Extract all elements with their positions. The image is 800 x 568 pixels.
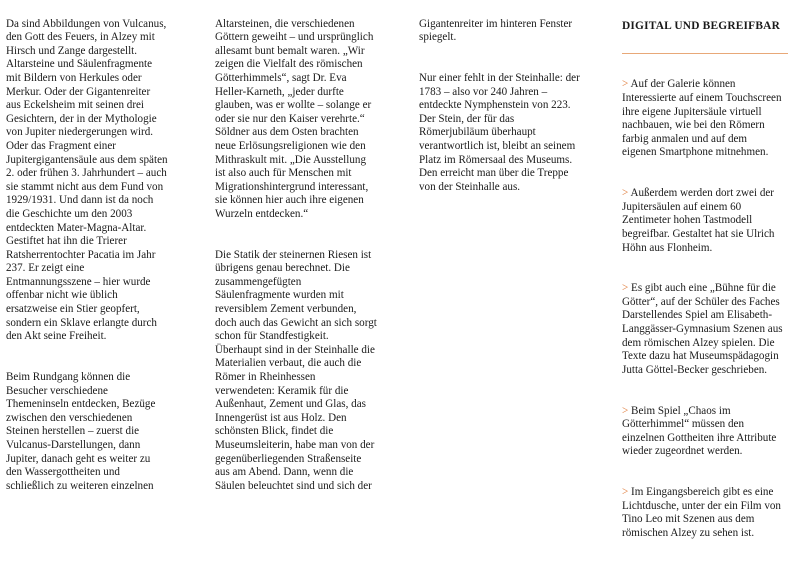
paragraph: Da sind Abbildungen von Vulcanus, den Gott des Feuers, in Alzey mit Hirsch und Zange dargestellt. Altarsteine und Säulenfragmente mit Bildern von Herkules oder Merkur. Oder der Gigantenreiter aus Eckelsheim mit seinen drei Gesichtern, der in der Mythologie von Jupiter niedergerungen wird. Oder das Fragment einer Jupitergigantensäule aus dem späten 2. oder frühen 3. Jahrhundert – auch sie stammt nicht aus dem Fund von 1929/1931. Und dann ist da noch die Geschichte um den 2003 entdeckten Mater-Magna-Altar. Gestiftet hat ihn die Trierer Ratsherrentochter Pacatia im Jahr 237. Er zeigt eine Entmannungsszene – hier wurde offenbar nicht wie üblich ersatzweise ein Stier geopfert, sondern ein Sklave erlangte durch den Akt seine Freiheit. bbox=[6, 17, 168, 343]
sidebar-divider bbox=[622, 53, 788, 54]
sidebar-item bbox=[622, 282, 794, 377]
paragraph: Altarsteinen, die verschiedenen Göttern geweiht – und ursprünglich allesamt bunt bemalt waren. „Wir zeigen die Vielfalt des römischen Götterhimmels“, sagt Dr. Eva Heller-Karneth, „jeder durfte glauben, was er wollte – solange er oder sie nur den Kaiser verehrte.“ Söldner aus dem Osten brachten neue Erlösungsreligionen wie den Mithraskult mit. „Die Ausstellung ist also auch für Menschen mit Migrationshintergrund interessant, sie können hier auch ihre eigenen Wurzeln entdecken.“ bbox=[215, 17, 374, 220]
paragraph: Nur einer fehlt in der Steinhalle: der 1783 – also vor 240 Jahren – entdeckte Nymphenstein von 223. Der Stein, der für das Römerjubiläum überhaupt verantwortlich ist, bleibt an seinem Platz im Römersaal des Museums. Den erreicht man über die Treppe von der Steinhalle aus. bbox=[419, 71, 580, 193]
paragraph: Die Statik der steinernen Riesen ist übrigens genau berechnet. Die zusammengefügten Säulenfragmente wurden mit reversiblem Zement verbunden, doch auch das Gewicht an sich sorgt schon für Standfestigkeit. Überhaupt sind in der Steinhalle die Materialien verbaut, die auch die Römer in Rheinhessen verwendeten: Keramik für die Außenhaut, Zement und Glas, das Innengerüst ist aus Holz. Den schönsten Blick, findet die Museumsleiterin, habe man von der gegenüberliegenden Straßenseite aus am Abend. Dann, wenn die Säulen beleuchtet sind und sich der bbox=[215, 248, 377, 492]
sidebar-item-text: Es gibt auch eine „Bühne für die Götter“, auf der Schüler des Faches Darstellendes Spiel am Elisabeth- Langgässer-Gymnasium Szenen aus dem römischen Alzey spielen. Die Texte dazu hat Museumspädagogin Jutta Göttel-Becker geschrieben. bbox=[622, 282, 783, 376]
paragraph: Gigantenreiter im hinteren Fenster spiegelt. bbox=[419, 17, 573, 44]
chevron-right-icon: > bbox=[622, 187, 629, 200]
sidebar-box bbox=[622, 4, 794, 568]
sidebar-item bbox=[622, 486, 794, 540]
sidebar-item bbox=[622, 78, 794, 160]
sidebar-item-text: Außerdem werden dort zwei der Jupitersäulen auf einem 60 Zentimeter hohen Tastmodell begreifbar. Gestaltet hat sie Ulrich Höhn aus Flonheim. bbox=[622, 187, 775, 254]
sidebar-item-text: Im Eingangsbereich gibt es eine Lichtdusche, unter der ein Film von Tino Leo mit Szenen aus dem römischen Alzey zu sehen ist. bbox=[622, 486, 781, 539]
chevron-right-icon: > bbox=[622, 404, 629, 417]
sidebar-title: DIGITAL UND BEGREIFBAR bbox=[622, 19, 780, 32]
sidebar-item-text: Auf der Galerie können Interessierte auf einem Touchscreen ihre eigene Jupitersäule virtuell nachbauen, wie bei den Römern farbig anmalen und auf dem eigenen Smartphone mitnehmen. bbox=[622, 78, 782, 159]
chevron-right-icon: > bbox=[622, 486, 629, 499]
article-column-2 bbox=[215, 4, 395, 521]
paragraph: Beim Rundgang können die Besucher verschiedene Themeninseln entdecken, Bezüge zwischen den verschiedenen Steinen herstellen – zuerst die Vulcanus-Darstellungen, dann Jupiter, danach geht es weiter zu den Wassergottheiten und schließlich zu weiteren einzelnen bbox=[6, 371, 156, 492]
sidebar-item bbox=[622, 187, 794, 255]
chevron-right-icon: > bbox=[622, 282, 629, 295]
article-column-3 bbox=[419, 4, 602, 222]
sidebar-item-text: Beim Spiel „Chaos im Götterhimmel“ müssen den einzelnen Gottheiten ihre Attribute wieder zugeordnet werden. bbox=[622, 404, 777, 458]
article-column-1 bbox=[6, 4, 191, 521]
sidebar-item bbox=[622, 405, 794, 459]
chevron-right-icon: > bbox=[622, 78, 629, 91]
